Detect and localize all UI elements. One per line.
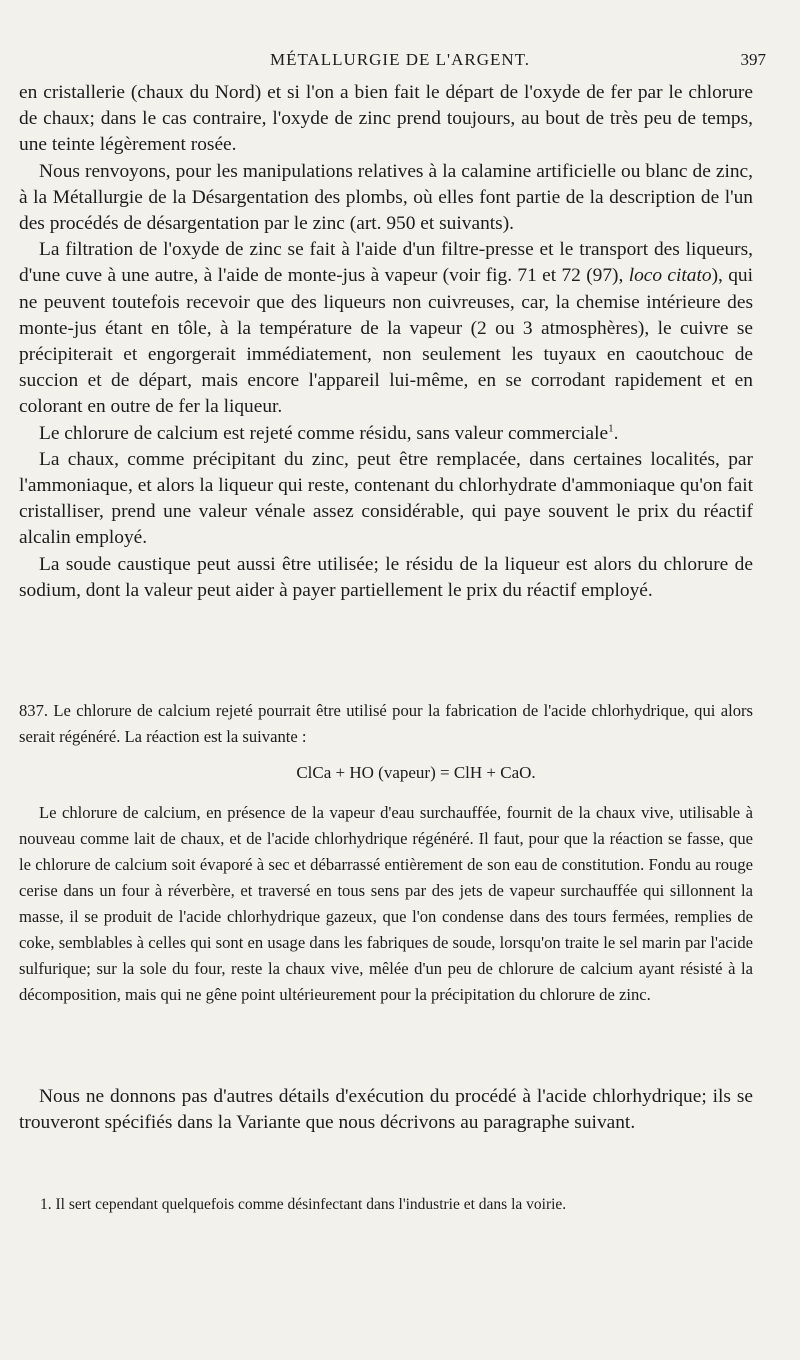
paragraph-text: ), qui ne peuvent toutefois recevoir que des liqueurs non cuivreuses, car, la chemise intérieure des monte-jus étant en tôle, à la température de la vapeur (2 ou 3 atmosphères), le cuivre se précipiterait et engorgerait immédiatement, non seulement les tuyaux en caoutchouc de succion et de départ, mais encore l'appareil lui-même, en se corrodant rapidement et en colorant en outre de fer la liqueur. [19, 265, 753, 418]
paragraph: Le chlorure de calcium est rejeté comme résidu, sans valeur commerciale$^1$. [39, 422, 619, 444]
italic-citation: loco citato [628, 265, 712, 287]
page-number: 397 [740, 50, 766, 69]
paragraph: Nous renvoyons, pour les manipulations relatives à la calamine artificielle ou blanc de zinc, à la Métallurgie de la Désargentation des plombs, où elles font partie de la description de l'un des procédés de désargentation par le zinc (art. 950 et suivants). [19, 160, 753, 235]
paragraph: La soude caustique peut aussi être utilisée; le résidu de la liqueur est alors du chlorure de sodium, dont la valeur peut aider à payer partiellement le prix du réactif employé. [19, 553, 753, 601]
paragraph: en cristallerie (chaux du Nord) et si l'on a bien fait le départ de l'oxyde de fer par le chlorure de chaux; dans le cas contraire, l'oxyde de zinc prend toujours, au bout de très peu de temps, une teinte légèrement rosée. [19, 82, 753, 156]
paragraph: Nous ne donnons pas d'autres détails d'exécution du procédé à l'acide chlorhydrique; ils se trouveront spécifiés dans la Variante que nous décrivons au paragraphe suivant. [19, 1086, 753, 1134]
closing-text [19, 1084, 753, 1136]
section-intro [19, 698, 753, 750]
paragraph: La chaux, comme précipitant du zinc, peut être remplacée, dans certaines localités, par l'ammoniaque, et alors la liqueur qui reste, contenant du chlorhydrate d'ammoniaque qu'on fait cristalliser, prend une valeur vénale assez considérable, qui paye souvent le prix du réactif alcalin employé. [19, 448, 753, 549]
chemical-formula: ClCa + HO (vapeur) = ClH + CaO. [296, 763, 536, 782]
running-title: MÉTALLURGIE DE L'ARGENT. [269, 50, 531, 69]
paragraph [19, 237, 753, 420]
footnote-reference: 1 [608, 422, 614, 435]
body-text [19, 80, 753, 604]
footnote-text: Il sert cependant quelquefois comme désinfectant dans l'industrie et dans la voirie. [55, 1196, 567, 1213]
footnote-marker: 1. [40, 1196, 52, 1213]
section-body: Le chlorure de calcium, en présence de la vapeur d'eau surchauffée, fournit de la chaux vive, utilisable à nouveau comme lait de chaux, et de l'acide chlorhydrique régénéré. Il faut, pour que la réaction se fasse, que le chlorure de calcium soit évaporé à sec et débarrassé entièrement de son eau de constitution. Fondu au rouge cerise dans un four à réverbère, et traversé en tous sens par des jets de vapeur surchauffée qui sillonnent la masse, il se produit de l'acide chlorhydrique gazeux, que l'on condense dans des tours fermées, remplies de coke, semblables à celles qui sont en usage dans les fabriques de soude, lorsqu'on traite le sel marin par l'acide sulfurique; sur la sole du four, reste la chaux vive, mêlée d'un peu de chlorure de calcium ayant résisté à la décomposition, mais qui ne gêne point ultérieurement pour la précipitation du chlorure de zinc. [19, 803, 753, 1004]
paragraph-text: La filtration de l'oxyde de zinc se fait à l'aide d'un filtre-presse et le transport des liqueurs, d'une cuve à une autre, à l'aide de monte-jus à vapeur (voir fig. 71 et 72 (97), [19, 239, 753, 287]
section-number: 837. [19, 701, 49, 720]
section-837 [19, 698, 753, 1008]
footnote [40, 1195, 740, 1215]
page-header [0, 50, 800, 76]
section-intro-text: Le chlorure de calcium rejeté pourrait être utilisé pour la fabrication de l'acide chlorhydrique, qui alors serait régénéré. La réaction est la suivante : [19, 701, 753, 746]
paragraph-text: Le chlorure de calcium est rejeté comme résidu, sans valeur commerciale [39, 422, 609, 444]
